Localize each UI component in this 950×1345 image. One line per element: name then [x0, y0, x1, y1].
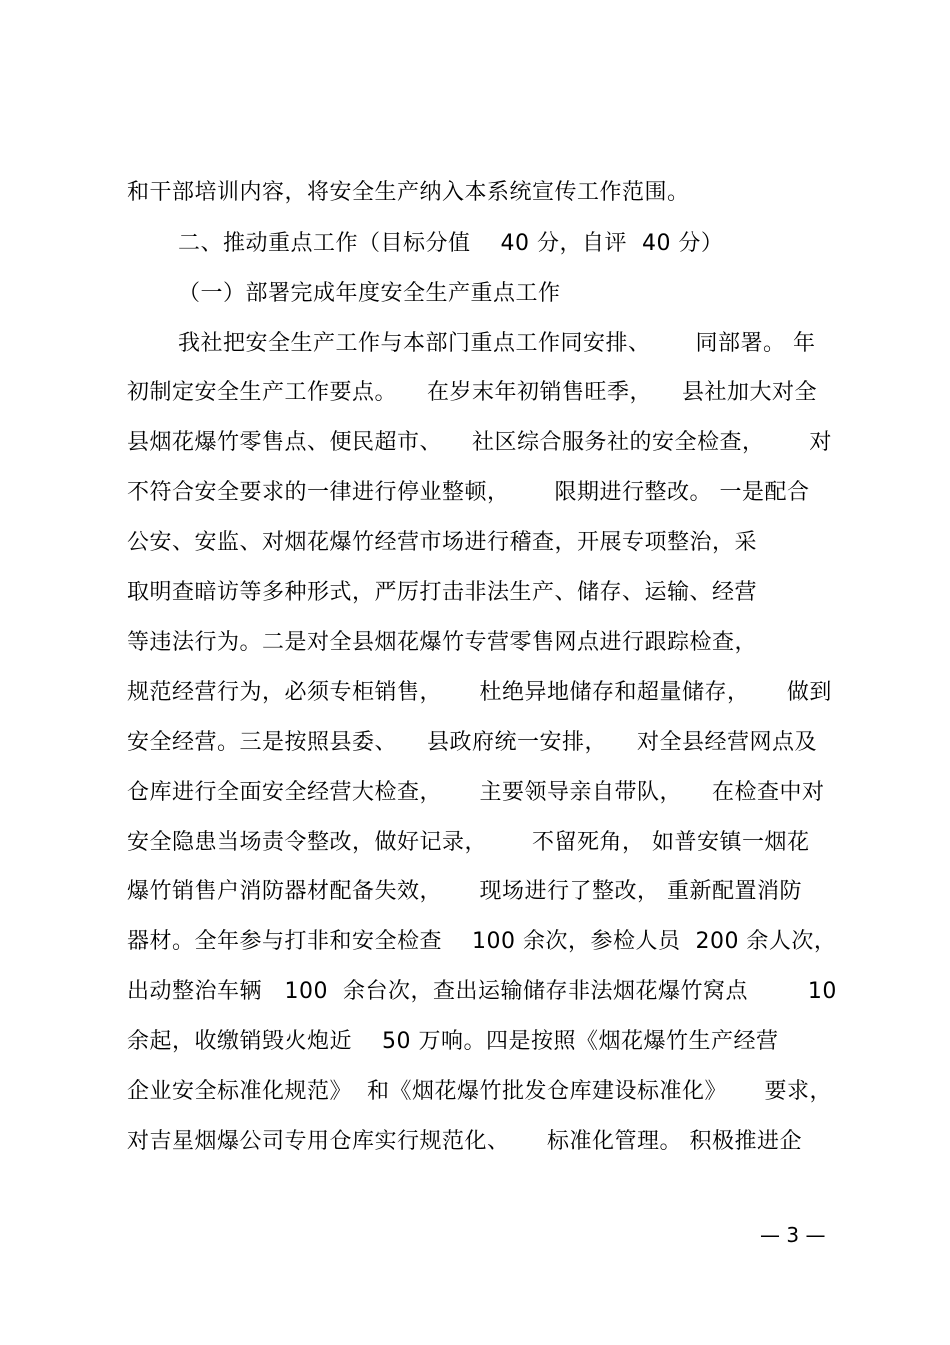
text-line: 公安、安监、对烟花爆竹经营市场进行稽查，开展专项整治，采: [127, 530, 758, 555]
subsection-heading: （一）部署完成年度安全生产重点工作: [178, 281, 561, 306]
page-number: — 3 —: [760, 1223, 826, 1247]
text-line: 县烟花爆竹零售点、便民超市、 社区综合服务社的安全检查， 对: [127, 430, 832, 455]
text-line: 对吉星烟爆公司专用仓库实行规范化、 标准化管理。 积极推进企: [127, 1129, 802, 1154]
text-line: 安全经营。三是按照县委、 县政府统一安排， 对全县经营网点及: [127, 730, 817, 755]
text-line: 我社把安全生产工作与本部门重点工作同安排、 同部署。 年: [178, 331, 816, 356]
text-line: 和干部培训内容，将安全生产纳入本系统宣传工作范围。: [127, 180, 690, 205]
text-line: 初制定安全生产工作要点。 在岁末年初销售旺季， 县社加大对全: [127, 380, 817, 405]
text-line: 安全隐患当场责令整改，做好记录， 不留死角， 如普安镇一烟花: [127, 830, 810, 855]
text-line: 等违法行为。二是对全县烟花爆竹专营零售网点进行跟踪检查，: [127, 630, 758, 655]
text-line: 取明查暗访等多种形式，严厉打击非法生产、储存、运输、经营: [127, 580, 758, 605]
text-line: 企业安全标准化规范》 和《烟花爆竹批发仓库建设标准化》 要求，: [127, 1079, 832, 1104]
section-heading: 二、推动重点工作（目标分值 40 分，自评 40 分）: [178, 231, 724, 256]
text-line: 爆竹销售户消防器材配备失效， 现场进行了整改， 重新配置消防: [127, 879, 802, 904]
text-line: 规范经营行为，必须专柜销售， 杜绝异地储存和超量储存， 做到: [127, 680, 832, 705]
text-line: 不符合安全要求的一律进行停业整顿， 限期进行整改。 一是配合: [127, 480, 810, 505]
text-line: 余起，收缴销毁火炮近 50 万响。四是按照《烟花爆竹生产经营: [127, 1029, 779, 1054]
text-line: 仓库进行全面安全经营大检查， 主要领导亲自带队， 在检查中对: [127, 780, 825, 805]
text-line: 器材。全年参与打非和安全检查 100 余次，参检人员 200 余人次，: [127, 929, 837, 954]
text-line: 出动整治车辆 100 余台次，查出运输储存非法烟花爆竹窝点 10: [127, 979, 837, 1004]
